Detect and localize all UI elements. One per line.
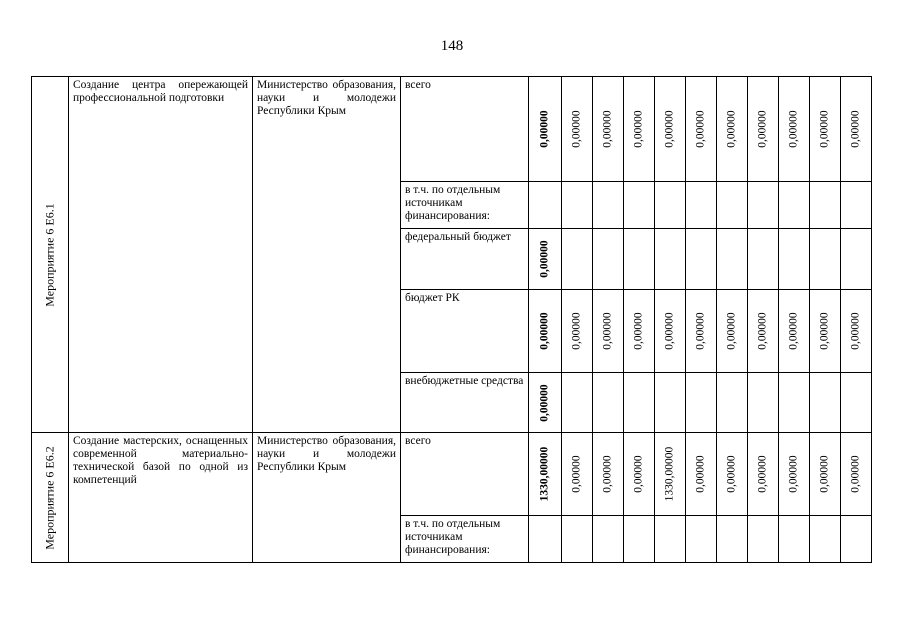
year-value: 0,00000 [570, 110, 583, 148]
year-value-cell [748, 182, 779, 229]
funding-source-cell [401, 373, 529, 433]
year-value-cell [810, 229, 841, 290]
funding-source-cell [401, 433, 529, 516]
measure-label: Мероприятие 6 Е6.1 [42, 202, 57, 307]
year-value-cell [624, 290, 655, 373]
year-value-cell [593, 229, 624, 290]
total-value-cell [529, 77, 562, 182]
executor: Министерство образования, науки и молодежи Республики Крым [257, 435, 396, 473]
funding-source: всего [405, 79, 431, 91]
year-value-cell [562, 516, 593, 563]
year-value: 0,00000 [601, 110, 614, 148]
funding-source: всего [405, 435, 431, 447]
year-value-cell [748, 433, 779, 516]
year-value: 0,00000 [849, 110, 862, 148]
year-value-cell [655, 229, 686, 290]
year-value-cell [686, 373, 717, 433]
year-value-cell [562, 373, 593, 433]
year-value-cell [748, 516, 779, 563]
funding-source-cell [401, 290, 529, 373]
year-value-cell [686, 290, 717, 373]
total-value-cell [529, 229, 562, 290]
year-value: 0,00000 [756, 110, 769, 148]
year-value-cell [655, 433, 686, 516]
year-value-cell [841, 433, 872, 516]
year-value: 0,00000 [818, 455, 831, 493]
total-value: 0,00000 [538, 240, 551, 278]
total-value-cell [529, 433, 562, 516]
year-value-cell [717, 516, 748, 563]
year-value-cell [717, 373, 748, 433]
year-value: 0,00000 [694, 455, 707, 493]
year-value: 0,00000 [725, 110, 738, 148]
year-value: 0,00000 [694, 312, 707, 350]
table-row [32, 433, 872, 516]
year-value-cell [841, 229, 872, 290]
year-value: 0,00000 [694, 110, 707, 148]
year-value-cell [810, 516, 841, 563]
year-value-cell [593, 182, 624, 229]
year-value-cell [562, 433, 593, 516]
funding-source-cell [401, 229, 529, 290]
year-value: 0,00000 [787, 455, 800, 493]
year-value-cell [810, 373, 841, 433]
year-value-cell [748, 290, 779, 373]
total-value: 0,00000 [538, 312, 551, 350]
year-value-cell [841, 290, 872, 373]
year-value-cell [779, 182, 810, 229]
year-value-cell [655, 182, 686, 229]
year-value-cell [686, 229, 717, 290]
funding-source: федеральный бюджет [405, 231, 511, 243]
total-value: 1330,00000 [538, 446, 551, 502]
year-value-cell [717, 433, 748, 516]
year-value-cell [624, 373, 655, 433]
funding-source: в т.ч. по отдельным источникам финансирования: [405, 518, 501, 556]
year-value-cell [779, 290, 810, 373]
year-value-cell [748, 77, 779, 182]
year-value-cell [779, 229, 810, 290]
year-value: 0,00000 [570, 455, 583, 493]
year-value-cell [686, 182, 717, 229]
budget-table [31, 76, 872, 563]
year-value-cell [841, 77, 872, 182]
year-value-cell [655, 516, 686, 563]
year-value-cell [810, 433, 841, 516]
total-value-cell [529, 290, 562, 373]
measure-name: Создание центра опережающей профессиональной подготовки [73, 79, 248, 104]
year-value-cell [655, 373, 686, 433]
total-value: 0,00000 [538, 383, 551, 422]
year-value: 0,00000 [849, 455, 862, 493]
year-value: 0,00000 [818, 312, 831, 350]
year-value-cell [562, 290, 593, 373]
year-value: 0,00000 [849, 312, 862, 350]
funding-source: в т.ч. по отдельным источникам финансирования: [405, 184, 501, 222]
year-value-cell [779, 77, 810, 182]
year-value: 0,00000 [632, 312, 645, 350]
year-value-cell [593, 77, 624, 182]
year-value-cell [841, 182, 872, 229]
executor-cell [253, 77, 401, 433]
year-value-cell [810, 182, 841, 229]
year-value-cell [748, 373, 779, 433]
measure-name-cell [69, 77, 253, 433]
executor: Министерство образования, науки и молодежи Республики Крым [257, 79, 396, 117]
year-value-cell [624, 516, 655, 563]
year-value-cell [593, 290, 624, 373]
year-value: 0,00000 [756, 455, 769, 493]
funding-source: бюджет РК [405, 292, 460, 304]
executor-cell [253, 433, 401, 563]
total-value-cell [529, 516, 562, 563]
year-value-cell [624, 182, 655, 229]
year-value-cell [562, 77, 593, 182]
table-row [32, 77, 872, 182]
total-value-cell [529, 373, 562, 433]
year-value: 0,00000 [632, 110, 645, 148]
year-value-cell [717, 182, 748, 229]
year-value-cell [810, 77, 841, 182]
year-value: 0,00000 [632, 455, 645, 493]
year-value: 0,00000 [601, 312, 614, 350]
measure-label-cell [32, 433, 69, 563]
year-value-cell [562, 182, 593, 229]
page-number: 148 [440, 38, 464, 54]
year-value-cell [624, 229, 655, 290]
year-value: 0,00000 [725, 455, 738, 493]
total-value: 0,00000 [538, 110, 551, 148]
year-value-cell [841, 516, 872, 563]
measure-name: Создание мастерских, оснащенных современной материально-технической базой по одной из компетенций [73, 435, 248, 486]
funding-source: внебюджетные средства [405, 375, 524, 387]
year-value: 0,00000 [601, 455, 614, 493]
year-value-cell [562, 229, 593, 290]
year-value-cell [810, 290, 841, 373]
total-value-cell [529, 182, 562, 229]
year-value-cell [779, 516, 810, 563]
year-value: 0,00000 [787, 312, 800, 350]
year-value: 1330,00000 [663, 446, 676, 502]
measure-label-cell [32, 77, 69, 433]
year-value-cell [686, 77, 717, 182]
year-value-cell [593, 373, 624, 433]
year-value-cell [624, 77, 655, 182]
year-value: 0,00000 [818, 110, 831, 148]
year-value-cell [655, 77, 686, 182]
year-value-cell [779, 373, 810, 433]
measure-label: Мероприятие 6 Е6.2 [42, 445, 57, 550]
year-value-cell [748, 229, 779, 290]
year-value-cell [717, 229, 748, 290]
year-value-cell [624, 433, 655, 516]
year-value: 0,00000 [663, 110, 676, 148]
measure-name-cell [69, 433, 253, 563]
year-value: 0,00000 [725, 312, 738, 350]
funding-source-cell [401, 77, 529, 182]
year-value-cell [779, 433, 810, 516]
year-value-cell [686, 433, 717, 516]
funding-source-cell [401, 182, 529, 229]
year-value-cell [686, 516, 717, 563]
year-value: 0,00000 [787, 110, 800, 148]
year-value: 0,00000 [663, 312, 676, 350]
year-value-cell [717, 290, 748, 373]
year-value-cell [841, 373, 872, 433]
year-value-cell [655, 290, 686, 373]
funding-source-cell [401, 516, 529, 563]
year-value: 0,00000 [570, 312, 583, 350]
year-value: 0,00000 [756, 312, 769, 350]
year-value-cell [717, 77, 748, 182]
year-value-cell [593, 433, 624, 516]
year-value-cell [593, 516, 624, 563]
